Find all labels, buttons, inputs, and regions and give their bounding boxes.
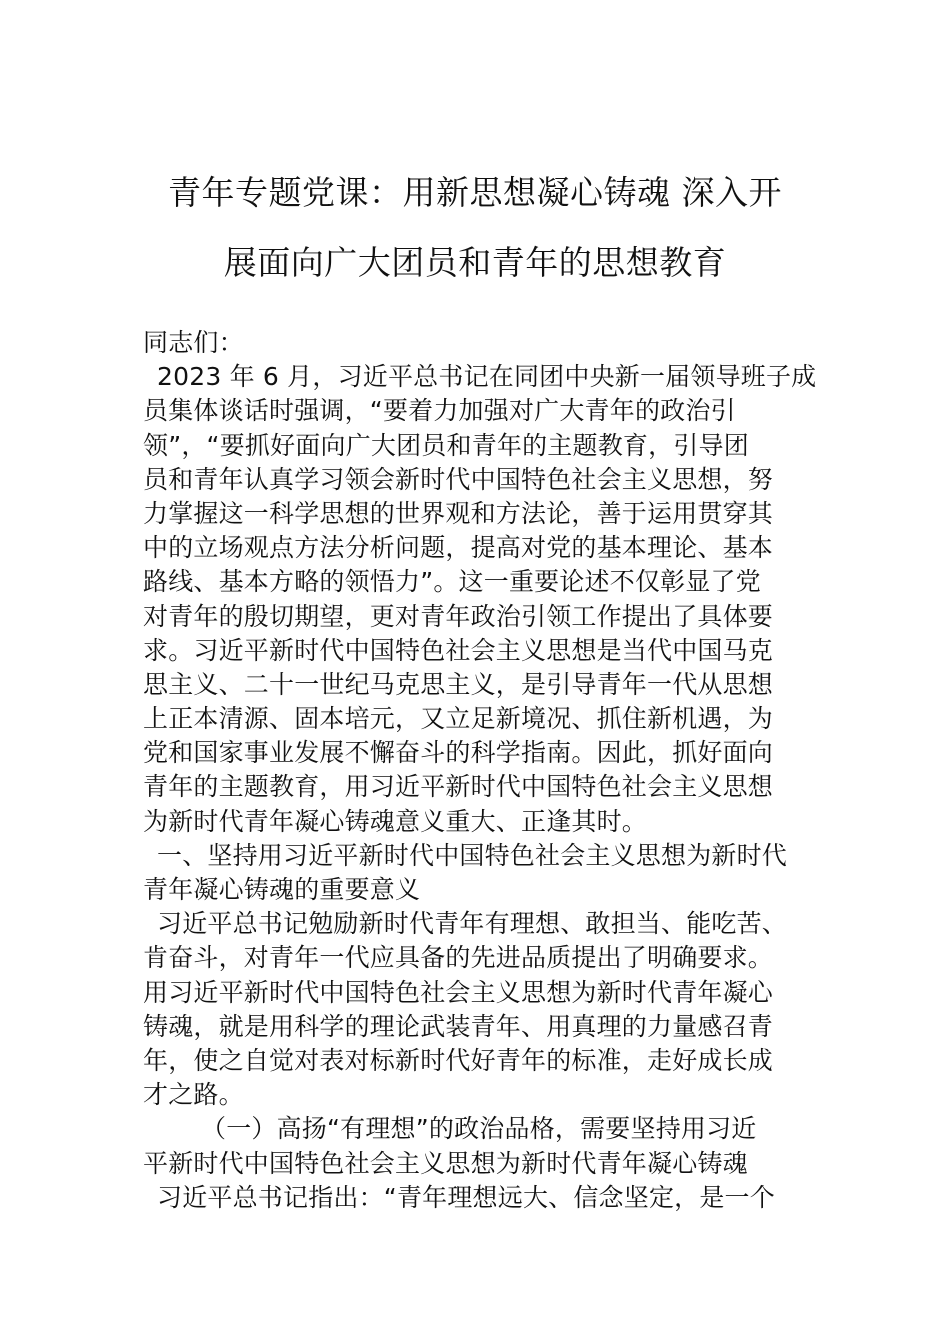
paragraph-line: 求。习近平新时代中国特色社会主义思想是当代中国马克 xyxy=(143,635,774,665)
paragraph-line: 习近平总书记勉励新时代青年有理想、敢担当、能吃苦、 xyxy=(157,909,788,939)
paragraph-line: 年，使之自觉对表对标新时代好青年的标准，走好成长成 xyxy=(143,1045,774,1075)
paragraph-line: 肯奋斗，对青年一代应具备的先进品质提出了明确要求。 xyxy=(143,943,774,973)
paragraph-line: 青年的主题教育，用习近平新时代中国特色社会主义思想 xyxy=(143,772,774,802)
document-title xyxy=(140,158,810,298)
paragraph-line: 上正本清源、固本培元，又立足新境况、抓住新机遇，为 xyxy=(143,704,774,734)
subsection-heading-line: （一）高扬“有理想”的政治品格，需要坚持用习近 xyxy=(201,1114,757,1144)
paragraph-line: 才之路。 xyxy=(143,1080,244,1110)
paragraph-line: 铸魂，就是用科学的理论武装青年、用真理的力量感召青 xyxy=(143,1011,774,1041)
salutation: 同志们： xyxy=(143,328,244,357)
paragraph-line: 思主义、二十一世纪马克思主义，是引导青年一代从思想 xyxy=(143,669,774,699)
title-line-1: 青年专题党课：用新思想凝心铸魂 深入开 xyxy=(168,173,782,212)
paragraph-line: 员和青年认真学习领会新时代中国特色社会主义思想，努 xyxy=(143,464,774,494)
paragraph-line: 党和国家事业发展不懈奋斗的科学指南。因此，抓好面向 xyxy=(143,738,774,768)
document-body xyxy=(143,326,817,1215)
paragraph-line: 领”，“要抓好面向广大团员和青年的主题教育，引导团 xyxy=(143,430,749,460)
section-heading-line: 青年凝心铸魂的重要意义 xyxy=(143,875,421,904)
title-line-2: 展面向广大团员和青年的思想教育 xyxy=(223,243,727,282)
paragraph-line: 员集体谈话时强调，“要着力加强对广大青年的政治引 xyxy=(143,396,736,426)
paragraph-line: 对青年的殷切期望，更对青年政治引领工作提出了具体要 xyxy=(143,601,774,631)
subsection-heading-line: 平新时代中国特色社会主义思想为新时代青年凝心铸魂 xyxy=(143,1148,748,1178)
section-heading-line: 一、坚持用习近平新时代中国特色社会主义思想为新时代 xyxy=(157,840,788,870)
paragraph-line: 中的立场观点方法分析问题，提高对党的基本理论、基本 xyxy=(143,533,774,563)
paragraph-line: 力掌握这一科学思想的世界观和方法论，善于运用贯穿其 xyxy=(143,498,774,528)
paragraph-line: 用习近平新时代中国特色社会主义思想为新时代青年凝心 xyxy=(143,977,774,1007)
paragraph-line: 为新时代青年凝心铸魂意义重大、正逢其时。 xyxy=(143,806,648,836)
paragraph-line: 2023 年 6 月，习近平总书记在同团中央新一届领导班子成 xyxy=(157,362,817,392)
paragraph-line: 路线、基本方略的领悟力”。这一重要论述不仅彰显了党 xyxy=(143,567,761,597)
paragraph-line: 习近平总书记指出：“青年理想远大、信念坚定，是一个 xyxy=(157,1182,775,1212)
